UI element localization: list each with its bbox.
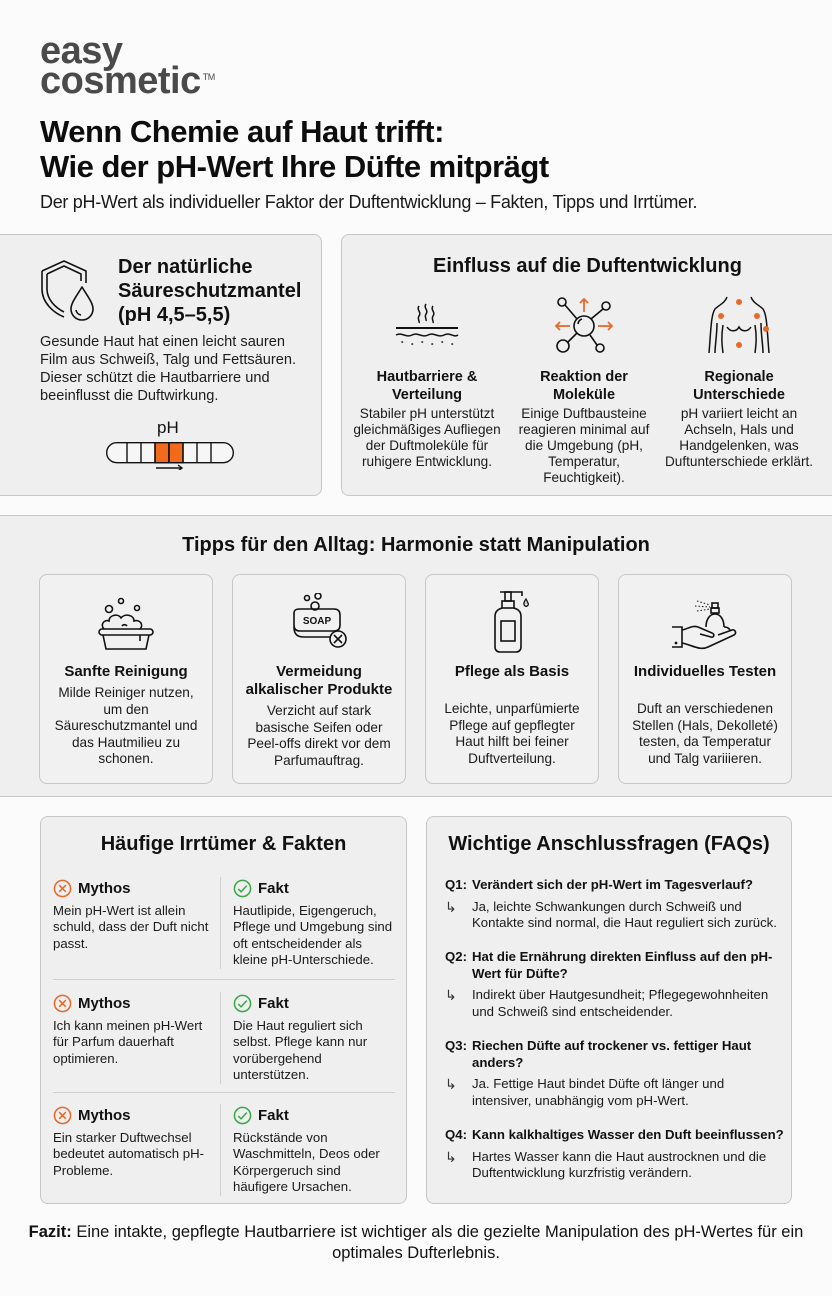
myth-cell [53,1104,218,1179]
faq-number: Q1: [445,877,467,892]
faq-item [445,949,785,1020]
influence-item-text: Stabiler pH unterstützt gleichmäßiges Aufliegen der Duftmoleküle für ruhigere Entwicklung. [353,406,501,469]
tip-title: Sanfte Reinigung [64,663,188,680]
influence-item-title [509,368,659,404]
tip-text: Leichte, unparfümierte Pflege auf gepflegter Haut hilft bei feiner Duftverteilung. [444,701,580,766]
body-points-icon [707,295,771,357]
fact-text: Rückstände von Waschmitteln, Deos oder Körpergeruch sind häufigere Ursachen. [233,1130,380,1194]
tip-text: Verzicht auf stark basische Seifen oder Peel-offs direkt vor dem Parfumauftrag. [247,703,391,768]
shield-drop-icon [38,257,102,321]
faq-question: Hat die Ernährung direkten Einfluss auf den pH-Wert für Düfte? [472,949,773,981]
fact-cell [233,992,398,1083]
page-title [40,114,549,184]
faq-answer: Hartes Wasser kann die Haut austrocknen und die Duftentwicklung kurzfristig verändern. [472,1148,767,1180]
title-line-2: Wie der pH-Wert Ihre Düfte mitprägt [40,149,549,184]
check-circle-icon [233,879,252,898]
tip-card-individual-testing [618,574,792,784]
tip-title: Individuelles Testen [633,663,777,680]
myths-title: Häufige Irrtümer & Fakten [100,833,347,855]
myth-text: Ein starker Duftwechsel bedeutet automatisch pH-Probleme. [53,1130,205,1178]
faq-answer: Indirekt über Hautgesundheit; Pflegegewohnheiten und Schweiß sind entscheidender. [472,987,769,1019]
faq-card [426,816,792,1204]
myth-cell [53,992,218,1067]
influence-title: Einfluss auf die Duftentwicklung [433,255,742,277]
ph-label: pH [157,418,179,437]
influence-item-skin-barrier [352,290,502,470]
x-circle-icon [53,879,72,898]
faq-item [445,877,785,932]
fact-text: Die Haut reguliert sich selbst. Pflege kann nur vorübergehend unterstützen. [233,1018,368,1082]
answer-arrow-icon: ↳ [445,1076,457,1092]
myth-label: Mythos [78,879,131,897]
brand-line-1: easy [40,30,123,72]
column-divider [220,1104,221,1196]
acid-mantle-title [118,255,301,327]
tips-section [0,515,832,797]
tip-card-avoid-alkaline [232,574,406,784]
faq-item [445,1127,785,1182]
column-divider [220,992,221,1084]
influence-card [341,234,832,496]
column-divider [220,877,221,969]
answer-arrow-icon: ↳ [445,987,457,1003]
trademark: TM [202,72,215,82]
faq-answer: Ja, leichte Schwankungen durch Schweiß und Kontakte sind normal, die Haut reguliert sich zurück. [472,898,777,930]
page-subtitle: Der pH-Wert als individueller Faktor der Duftentwicklung – Fakten, Tipps und Irrtümer. [40,192,698,212]
conclusion [0,1222,832,1264]
myth-fact-row [53,877,395,991]
tip-text: Milde Reiniger nutzen, um den Säureschutzmantel und das Hautmilieu zu schonen. [54,685,198,766]
tip-card-gentle-cleansing [39,574,213,784]
myth-text: Mein pH-Wert ist allein schuld, dass der Duft nicht passt. [53,903,209,951]
fact-label: Fakt [258,994,289,1012]
lotion-pump-icon [492,589,532,653]
soap-no-icon [288,593,350,653]
item-title-line: Verteilung [391,387,463,403]
myth-label: Mythos [78,994,131,1012]
fact-cell [233,877,398,968]
tips-title: Tipps für den Alltag: Harmonie statt Manipulation [182,534,650,556]
conclusion-text: Eine intakte, gepflegte Hautbarriere ist wichtiger als die gezielte Manipulation des pH-Wertes für ein optimales Dufterlebnis. [71,1223,804,1262]
influence-item-molecules [509,290,659,486]
x-circle-icon [53,994,72,1013]
brand-line-2: cosmetic [40,60,201,102]
faq-number: Q3: [445,1038,467,1053]
conclusion-label: Fazit: [28,1223,72,1241]
tip-text: Duft an verschiedenen Stellen (Hals, Dekolleté) testen, da Temperatur und Talg variiieren. [632,701,778,766]
faq-question: Riechen Düfte auf trockener vs. fettiger Haut anders? [472,1038,752,1070]
myth-text: Ich kann meinen pH-Wert für Parfum dauerhaft optimieren. [53,1018,203,1066]
faq-question: Verändert sich der pH-Wert im Tagesverlauf? [472,877,753,892]
brand-logo [40,30,215,102]
soap-icon-label: SOAP [302,616,332,627]
item-title-line: Unterschiede [693,387,785,403]
acid-mantle-title-line-3: (pH 4,5–5,5) [118,304,231,326]
item-title-line: Reaktion der [540,369,628,385]
faq-number: Q4: [445,1127,467,1142]
item-title-line: Hautbarriere & [376,369,478,385]
influence-item-text: pH variiert leicht an Achseln, Hals und Handgelenken, was Duftunterschiede erklärt. [664,406,814,469]
tip-title: Vermeidung alkalischer Produkte [245,663,393,698]
faq-answer: Ja. Fettige Haut bindet Düfte oft länger und intensiver, unabhängig vom pH-Wert. [472,1076,725,1108]
title-line-1: Wenn Chemie auf Haut trifft: [40,114,444,149]
foam-basin-icon [96,597,156,653]
faq-title: Wichtige Anschlussfragen (FAQs) [448,833,770,855]
faq-item [445,1038,785,1109]
fact-text: Hautlipide, Eigengeruch, Pflege und Umgebung sind oft entscheidender als kleine pH-Unterschiede. [233,903,393,967]
check-circle-icon [233,994,252,1013]
myth-cell [53,877,218,952]
influence-item-title [664,368,814,404]
x-circle-icon [53,1106,72,1125]
faq-number: Q2: [445,949,467,964]
myth-fact-row [53,1104,395,1218]
faq-question: Kann kalkhaltiges Wasser den Duft beeinflussen? [472,1127,784,1142]
row-divider [53,979,395,980]
influence-item-title [352,368,502,404]
influence-item-regional [664,290,814,470]
myth-label: Mythos [78,1106,131,1124]
tip-title: Pflege als Basis [454,663,570,680]
influence-item-text: Einige Duftbausteine reagieren minimal auf die Umgebung (pH, Temperatur, Feuchtigkeit). [518,406,650,485]
hand-spray-icon [670,597,740,653]
tip-card-care-base [425,574,599,784]
item-title-line: Regionale [704,369,774,385]
fact-label: Fakt [258,1106,289,1124]
fact-cell [233,1104,398,1195]
fact-label: Fakt [258,879,289,897]
check-circle-icon [233,1106,252,1125]
answer-arrow-icon: ↳ [445,1148,457,1165]
row-divider [53,1092,395,1093]
myth-fact-row [53,992,395,1106]
acid-mantle-text: Gesunde Haut hat einen leicht sauren Film aus Schweiß, Talg und Fettsäuren. Dieser schützt die Hautbarriere und beeinflusst die Duftwirkung. [40,334,297,404]
skin-layer-icon [392,298,462,354]
myths-facts-card [40,816,407,1204]
acid-mantle-title-line-1: Der natürliche [118,256,253,278]
ph-scale-icon [106,442,234,470]
answer-arrow-icon: ↳ [445,898,457,915]
item-title-line: Moleküle [552,387,616,403]
acid-mantle-card [0,234,322,496]
molecule-icon [552,294,616,358]
acid-mantle-title-line-2: Säureschutzmantel [118,280,302,302]
